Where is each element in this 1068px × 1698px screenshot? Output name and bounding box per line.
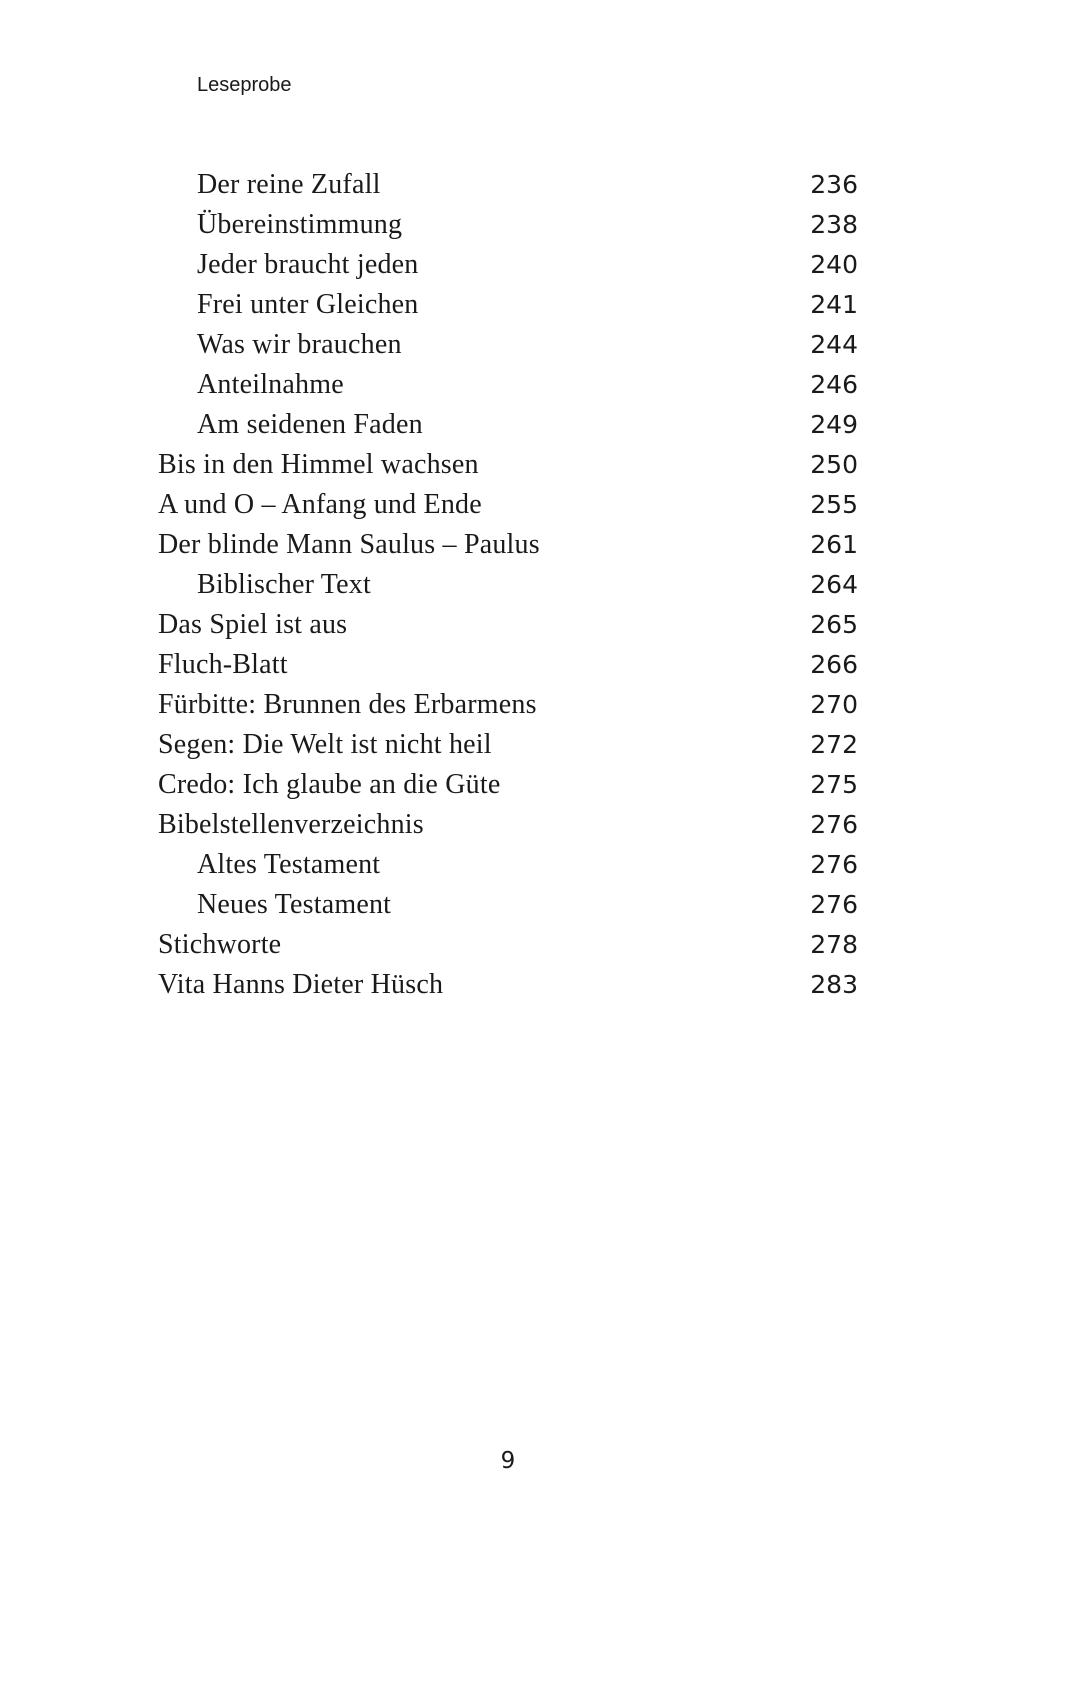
toc-entry bbox=[158, 925, 858, 965]
toc-entry-page: 241 bbox=[810, 290, 858, 319]
toc-entry-page: 278 bbox=[810, 930, 858, 959]
toc-entry bbox=[158, 885, 858, 925]
toc-entry-title: Der blinde Mann Saulus – Paulus bbox=[158, 529, 540, 560]
toc-entry bbox=[158, 325, 858, 365]
toc-entry-title: Segen: Die Welt ist nicht heil bbox=[158, 729, 492, 760]
toc-entry bbox=[158, 365, 858, 405]
toc-entry-page: 249 bbox=[810, 410, 858, 439]
toc-entry-page: 238 bbox=[810, 210, 858, 239]
toc-entry-page: 265 bbox=[810, 610, 858, 639]
toc-entry bbox=[158, 605, 858, 645]
toc-entry-title: Was wir brauchen bbox=[197, 329, 402, 360]
toc-entry-page: 266 bbox=[810, 650, 858, 679]
toc-entry bbox=[158, 565, 858, 605]
toc-entry bbox=[158, 685, 858, 725]
toc-entry-title: Am seidenen Faden bbox=[197, 409, 423, 440]
toc-entry-page: 275 bbox=[810, 770, 858, 799]
toc-entry bbox=[158, 765, 858, 805]
toc-entry bbox=[158, 965, 858, 1005]
toc-entry-page: 236 bbox=[810, 170, 858, 199]
toc-entry bbox=[158, 485, 858, 525]
toc-entry-page: 276 bbox=[810, 850, 858, 879]
toc-entry bbox=[158, 525, 858, 565]
toc-entry bbox=[158, 205, 858, 245]
toc-entry-title: A und O – Anfang und Ende bbox=[158, 489, 482, 520]
toc-entry-page: 240 bbox=[810, 250, 858, 279]
toc-entry bbox=[158, 165, 858, 205]
toc-entry bbox=[158, 285, 858, 325]
toc-entry-page: 261 bbox=[810, 530, 858, 559]
toc-entry-title: Frei unter Gleichen bbox=[197, 289, 419, 320]
toc-entry bbox=[158, 805, 858, 845]
toc-entry-page: 283 bbox=[810, 970, 858, 999]
toc-entry-title: Bis in den Himmel wachsen bbox=[158, 449, 479, 480]
page-number: 9 bbox=[500, 1448, 516, 1474]
toc-entry bbox=[158, 245, 858, 285]
toc-entry-title: Anteilnahme bbox=[197, 369, 344, 400]
toc-entry-title: Der reine Zufall bbox=[197, 169, 381, 200]
toc-entry-title: Fluch-Blatt bbox=[158, 649, 288, 680]
toc-entry-page: 276 bbox=[810, 890, 858, 919]
toc-entry-title: Das Spiel ist aus bbox=[158, 609, 348, 640]
toc-entry bbox=[158, 405, 858, 445]
toc-entry-page: 272 bbox=[810, 730, 858, 759]
toc-entry-title: Vita Hanns Dieter Hüsch bbox=[158, 969, 444, 1000]
running-header: Leseprobe bbox=[197, 74, 292, 96]
toc-entry-title: Credo: Ich glaube an die Güte bbox=[158, 769, 501, 800]
toc-entry-page: 244 bbox=[810, 330, 858, 359]
toc-entry-title: Fürbitte: Brunnen des Erbarmens bbox=[158, 689, 537, 720]
toc-entry-title: Biblischer Text bbox=[197, 569, 371, 600]
toc-entry-page: 255 bbox=[810, 490, 858, 519]
toc-entry-title: Übereinstimmung bbox=[197, 209, 403, 240]
toc-entry-page: 246 bbox=[810, 370, 858, 399]
toc-entry-page: 270 bbox=[810, 690, 858, 719]
toc-entry-title: Neues Testament bbox=[197, 889, 392, 920]
toc-entry-title: Bibelstellenverzeichnis bbox=[158, 809, 424, 840]
toc-entry bbox=[158, 645, 858, 685]
toc-entry-page: 250 bbox=[810, 450, 858, 479]
table-of-contents bbox=[158, 165, 858, 1005]
toc-entry-page: 276 bbox=[810, 810, 858, 839]
toc-entry bbox=[158, 725, 858, 765]
toc-entry-title: Jeder braucht jeden bbox=[197, 249, 419, 280]
toc-entry bbox=[158, 845, 858, 885]
toc-entry-title: Altes Testament bbox=[197, 849, 381, 880]
toc-entry-title: Stichworte bbox=[158, 929, 282, 960]
toc-entry bbox=[158, 445, 858, 485]
toc-entry-page: 264 bbox=[810, 570, 858, 599]
